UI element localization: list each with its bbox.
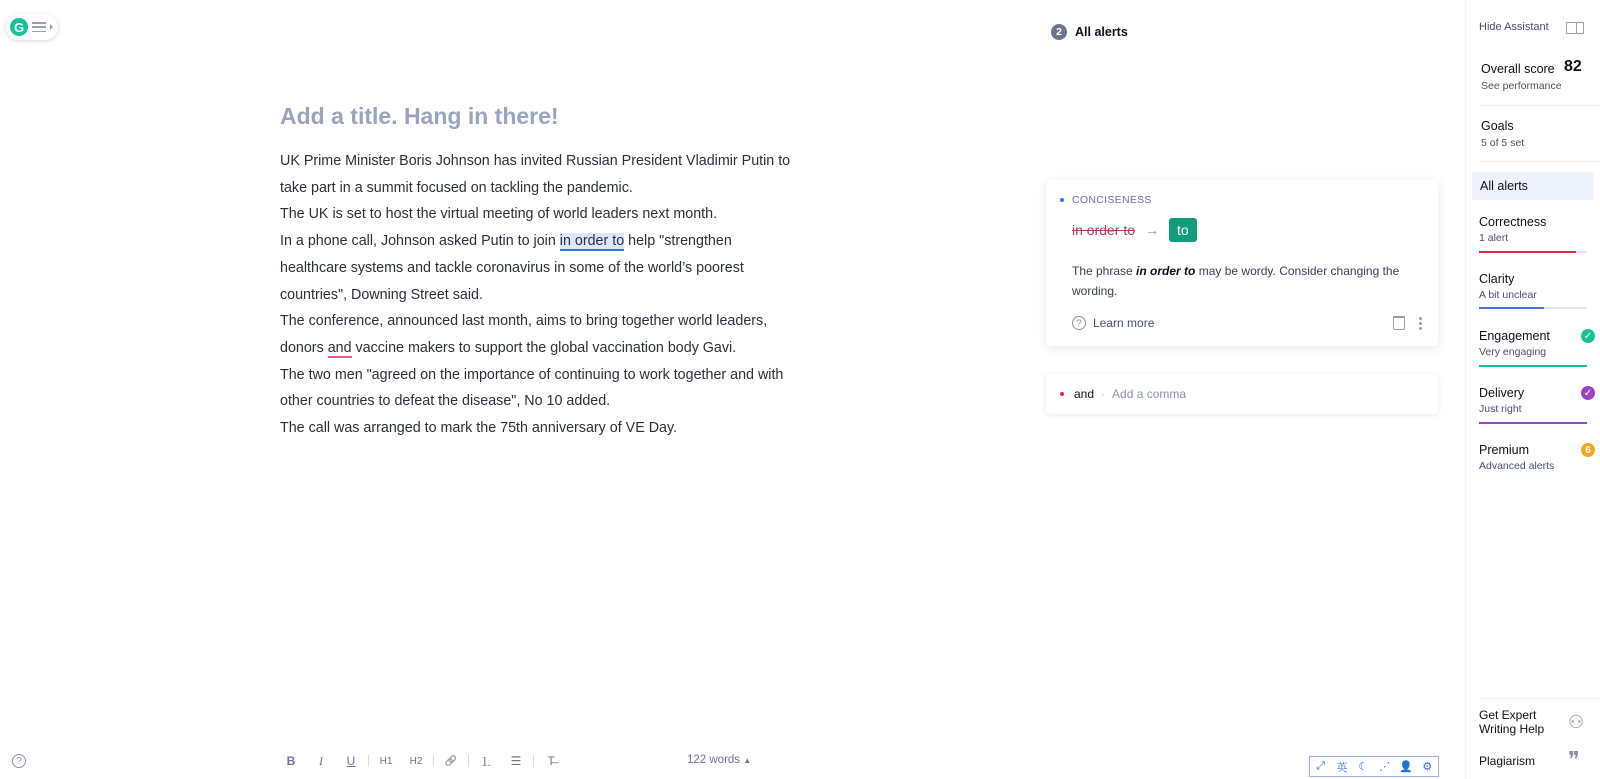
assistant-sidebar bbox=[1465, 0, 1600, 779]
delivery-bar-fill bbox=[1479, 422, 1587, 424]
panel-toggle-icon[interactable] bbox=[1566, 22, 1584, 34]
document-title[interactable]: Add a title. Hang in there! bbox=[280, 103, 559, 129]
alert-card-comma[interactable] bbox=[1046, 374, 1438, 414]
bold-button[interactable]: B bbox=[286, 754, 296, 768]
formatting-toolbar bbox=[276, 752, 566, 770]
category-dot bbox=[1060, 392, 1064, 396]
caret-up-icon: ▲ bbox=[743, 756, 752, 765]
check-icon: ✓ bbox=[1581, 329, 1595, 343]
divider bbox=[1481, 698, 1600, 699]
engagement-bar-fill bbox=[1479, 365, 1587, 367]
punctuation-icon[interactable]: ⋰ bbox=[1379, 761, 1391, 773]
check-icon: ✓ bbox=[1581, 386, 1595, 400]
accept-suggestion-button[interactable]: to bbox=[1169, 218, 1197, 242]
delivery-bar bbox=[1479, 422, 1587, 424]
divider bbox=[1481, 105, 1600, 106]
paragraph: UK Prime Minister Boris Johnson has invited Russian President Vladimir Putin to take part in a summit focused on tackling the pandemic. bbox=[280, 153, 791, 196]
overall-score-value: 82 bbox=[1564, 58, 1582, 75]
settings-icon[interactable]: ⚙ bbox=[1422, 761, 1433, 773]
correctness-bar bbox=[1479, 251, 1587, 253]
expert-person-icon[interactable]: ⚇ bbox=[1568, 712, 1585, 732]
resize-icon[interactable]: ⤢ bbox=[1316, 760, 1326, 772]
menu-icon bbox=[32, 22, 46, 32]
heading1-button[interactable]: H1 bbox=[379, 755, 393, 767]
alert-card-conciseness[interactable] bbox=[1046, 180, 1438, 346]
overall-score-label[interactable]: Overall score bbox=[1481, 62, 1555, 76]
clear-format-button[interactable]: T̶ bbox=[547, 754, 555, 768]
goals-label[interactable]: Goals bbox=[1481, 119, 1514, 133]
help-icon[interactable]: ? bbox=[12, 754, 26, 768]
alert-hint: Add a comma bbox=[1112, 387, 1187, 401]
grammarly-menu-button[interactable] bbox=[6, 14, 58, 40]
premium-count-badge: 6 bbox=[1581, 443, 1595, 457]
toolbar-divider bbox=[433, 755, 434, 767]
paragraph: The UK is set to host the virtual meeting of world leaders next month. bbox=[280, 206, 718, 223]
alerts-header bbox=[1051, 24, 1128, 40]
caret-right-icon bbox=[50, 24, 53, 30]
comma-highlight[interactable]: and bbox=[327, 339, 352, 356]
ime-toolbar bbox=[1309, 756, 1439, 777]
engagement-bar bbox=[1479, 365, 1587, 367]
paragraph: The conference, announced last month, aims to bring together world leaders, donors and vaccine makers to support the global vaccination body Gavi. bbox=[280, 313, 768, 356]
alerts-count-badge: 2 bbox=[1051, 24, 1067, 40]
paragraph: In a phone call, Johnson asked Putin to join in order to help "strengthen healthcare systems and tackle coronavirus in some of the world’s poorest countries", Downing Street said. bbox=[280, 233, 744, 303]
alert-actions bbox=[1072, 316, 1422, 330]
toolbar-divider bbox=[468, 755, 469, 767]
grammarly-logo-icon: G bbox=[10, 18, 28, 36]
separator: · bbox=[1101, 387, 1106, 401]
alerts-title: All alerts bbox=[1075, 25, 1128, 39]
trash-icon[interactable] bbox=[1393, 316, 1405, 330]
nav-correctness[interactable]: Correctness 1 alert bbox=[1479, 215, 1587, 244]
link-button[interactable]: 🔗 bbox=[444, 755, 458, 767]
paragraph: The two men "agreed on the importance of continuing to work together and with other countries to defeat the disease", No 10 added. bbox=[280, 366, 784, 410]
bullet-list-button[interactable]: ☰ bbox=[510, 754, 522, 768]
nav-engagement[interactable]: Engagement Very engaging ✓ bbox=[1479, 329, 1587, 358]
italic-button[interactable]: I bbox=[319, 753, 323, 768]
clarity-bar bbox=[1479, 307, 1587, 309]
divider bbox=[1481, 161, 1600, 162]
word-count[interactable]: 122 words ▲ bbox=[687, 754, 752, 766]
hide-assistant-button[interactable]: Hide Assistant bbox=[1479, 21, 1549, 33]
see-performance-link[interactable]: See performance bbox=[1481, 80, 1562, 92]
paragraph: The call was arranged to mark the 75th anniversary of VE Day. bbox=[280, 420, 678, 437]
document-body[interactable] bbox=[280, 148, 800, 442]
document-editor[interactable] bbox=[280, 98, 800, 442]
category-dot bbox=[1060, 198, 1064, 202]
nav-all-alerts[interactable]: All alerts bbox=[1472, 172, 1594, 200]
alert-description: The phrase in order to may be wordy. Consider changing the wording. bbox=[1072, 264, 1400, 298]
underline-button[interactable]: U bbox=[346, 754, 356, 768]
arrow-right-icon: → bbox=[1145, 222, 1160, 238]
more-options-icon[interactable] bbox=[1419, 317, 1422, 330]
wordy-highlight[interactable]: in order to bbox=[559, 233, 625, 250]
alert-category: CONCISENESS bbox=[1072, 194, 1152, 206]
toolbar-divider bbox=[533, 755, 534, 767]
user-icon[interactable]: 👤 bbox=[1399, 761, 1413, 773]
language-toggle-icon[interactable]: 英 bbox=[1336, 761, 1348, 774]
nav-premium[interactable]: Premium Advanced alerts 6 bbox=[1479, 443, 1587, 472]
toolbar-divider bbox=[368, 755, 369, 767]
correctness-bar-fill bbox=[1479, 251, 1576, 253]
nav-delivery[interactable]: Delivery Just right ✓ bbox=[1479, 386, 1587, 415]
heading2-button[interactable]: H2 bbox=[409, 755, 423, 767]
question-icon: ? bbox=[1072, 316, 1086, 330]
suggestion-row bbox=[1072, 218, 1197, 242]
ordered-list-button[interactable]: ⒈ bbox=[479, 754, 492, 769]
alert-word: and bbox=[1074, 387, 1095, 401]
original-text: in order to bbox=[1072, 222, 1136, 238]
nav-clarity[interactable]: Clarity A bit unclear bbox=[1479, 272, 1587, 301]
learn-more-link[interactable]: Learn more bbox=[1093, 316, 1155, 330]
clarity-bar-fill bbox=[1479, 307, 1544, 309]
expert-help-button[interactable]: Get Expert Writing Help bbox=[1479, 708, 1545, 736]
moon-icon[interactable]: ☾ bbox=[1358, 761, 1369, 773]
quote-icon[interactable]: ❞ bbox=[1568, 748, 1580, 773]
plagiarism-button[interactable]: Plagiarism bbox=[1479, 754, 1536, 768]
goals-status: 5 of 5 set bbox=[1481, 137, 1525, 149]
